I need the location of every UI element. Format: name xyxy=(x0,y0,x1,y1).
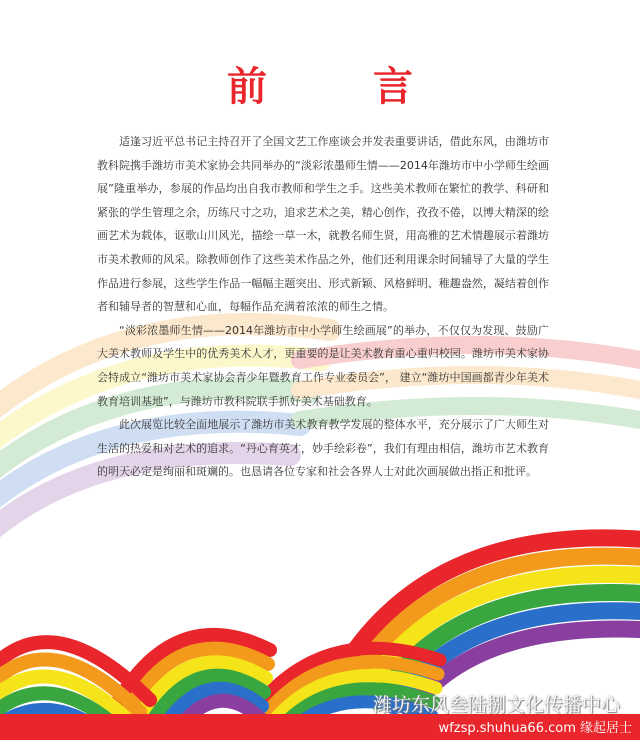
paragraph-3: 此次展览比较全面地展示了潍坊市美术教育教学发展的整体水平，充分展示了广大师生对生活的热爱和对艺术的追求。“丹心育英才，妙手绘彩卷”，我们有理由相信，潍坊市艺术教育的明天必定是绚丽和斑斓的。也恳请各位专家和社会各界人士对此次画展做出指正和批评。 xyxy=(97,418,549,479)
preface-body xyxy=(97,130,549,484)
page-title: 前 言 xyxy=(227,64,459,110)
paragraph-1: 适逢习近平总书记主持召开了全国文艺工作座谈会并发表重要讲话，借此东风，由潍坊市教科院携手潍坊市美术家协会共同举办的“淡彩浓墨师生情——2014年潍坊市中小学师生绘画展”隆重举办，参展的作品均出自我市教师和学生之手。这些美术教师在繁忙的教学、科研和紧张的学生管理之余，历练尺寸之功，追求艺术之美，精心创作，孜孜不倦，以博大精深的绘画艺术为载体，讴歌山川风光，描绘一草一木，就教名师生贤，用高雅的艺术情趣展示着潍坊市美术教师的风采。除教师创作了这些美术作品之外，他们还利用课余时间辅导了大量的学生作品进行参展，这些学生作品一幅幅主题突出、形式新颖、风格鲜明、稚趣盎然，凝结着创作者和辅导者的智慧和心血，每幅作品充满着浓浓的师生之情。 xyxy=(97,135,549,314)
paragraph-2: “淡彩浓墨师生情——2014年潍坊市中小学师生绘画展”的举办，不仅仅为发现、鼓励广大美术教师及学生中的优秀美术人才，更重要的是让美术教育重心重归校园。潍坊市美术家协会特成立“潍坊市美术家协会青少年暨教育工作专业委员会”， 建立“潍坊中国画都青少年美术教育培训基地”，与潍坊市教科院联手抓好美术基础教育。 xyxy=(97,323,549,408)
footer-organization: 潍坊东风叁陆捌文化传播中心 xyxy=(372,694,620,716)
footer-watermark: wfzsp.shuhua66.com 缘起居士 xyxy=(438,721,632,736)
